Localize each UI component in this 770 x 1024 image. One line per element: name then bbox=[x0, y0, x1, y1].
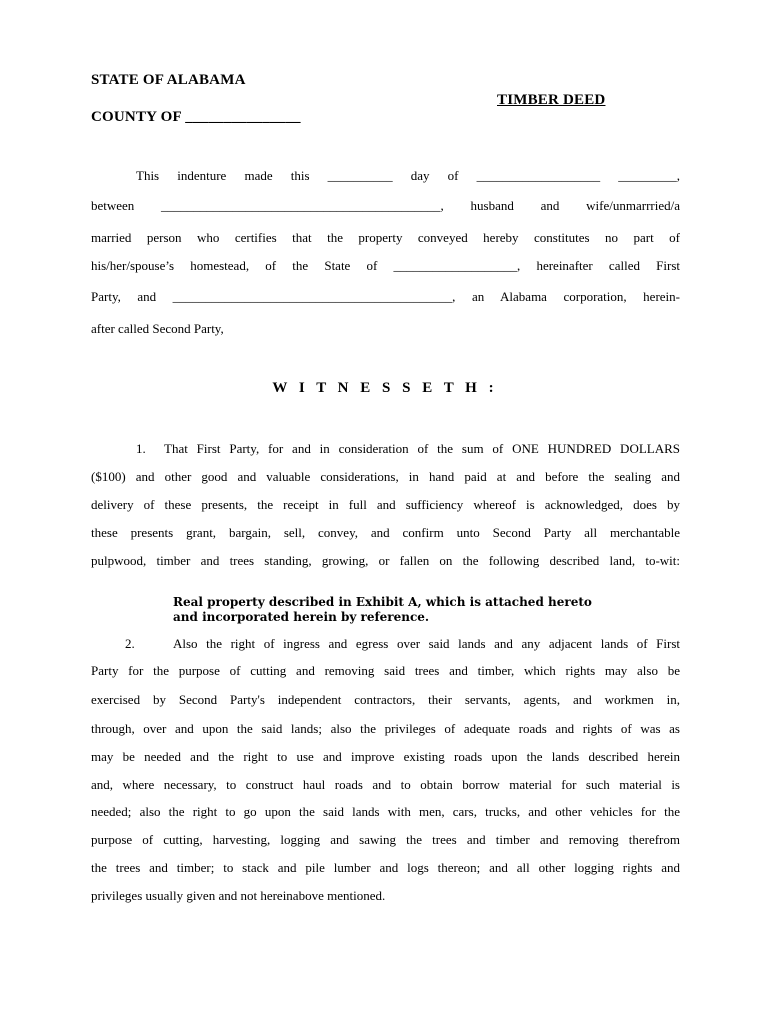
section-1-first-line: That First Party, for and in consideration of the sum of ONE HUNDRED DOLLARS bbox=[164, 441, 680, 456]
section-1-number: 1. bbox=[136, 441, 146, 456]
section-2-line: through, over and upon the said lands; also the privileges of adequate roads and rights of was as bbox=[91, 721, 680, 736]
section-2-line: exercised by Second Party's independent contractors, their servants, agents, and workmen in, bbox=[91, 692, 680, 707]
document-title: TIMBER DEED bbox=[497, 92, 606, 108]
intro-line-4: his/her/spouse’s homestead, of the State of ___________________, hereinafter called First bbox=[91, 258, 680, 273]
section-2-line: and, where necessary, to construct haul roads and to obtain borrow material for such material is bbox=[91, 777, 680, 792]
exhibit-reference-line-1: Real property described in Exhibit A, which is attached hereto bbox=[173, 595, 592, 609]
exhibit-reference-line-2: and incorporated herein by reference. bbox=[173, 610, 430, 624]
section-2-line: Party for the purpose of cutting and removing said trees and timber, which rights may also be bbox=[91, 663, 680, 678]
intro-line-2: between ___________________________________________, husband and wife/unmarrried/a bbox=[91, 198, 680, 213]
section-1-line: pulpwood, timber and trees standing, growing, or fallen on the following described land, to-wit: bbox=[91, 553, 680, 568]
witnesseth-heading: W I T N E S S E T H : bbox=[272, 380, 498, 396]
intro-line-1: This indenture made this __________ day of ___________________ _________, bbox=[136, 168, 680, 183]
intro-line-6: after called Second Party, bbox=[91, 321, 224, 336]
section-2-number: 2. bbox=[125, 636, 135, 651]
section-1-line: these presents grant, bargain, sell, convey, and confirm unto Second Party all merchantable bbox=[91, 525, 680, 540]
section-2-line: purpose of cutting, harvesting, logging and sawing the trees and timber and removing therefrom bbox=[91, 832, 680, 847]
section-2-line: the trees and timber; to stack and pile lumber and logs thereon; and all other logging rights and bbox=[91, 860, 680, 875]
section-1-line: ($100) and other good and valuable considerations, in hand paid at and before the sealing and bbox=[91, 469, 680, 484]
intro-line-3: married person who certifies that the property conveyed hereby constitutes no part of bbox=[91, 230, 680, 245]
section-2-first-line: Also the right of ingress and egress over said lands and any adjacent lands of First bbox=[173, 636, 680, 651]
state-heading: STATE OF ALABAMA bbox=[91, 72, 246, 88]
section-1-line: delivery of these presents, the receipt in full and sufficiency whereof is acknowledged, does by bbox=[91, 497, 680, 512]
section-2-line: may be needed and the right to use and improve existing roads upon the lands described herein bbox=[91, 749, 680, 764]
section-2-line: needed; also the right to go upon the said lands with men, cars, trucks, and other vehicles for the bbox=[91, 804, 680, 819]
intro-line-5: Party, and ___________________________________________, an Alabama corporation, herein- bbox=[91, 289, 680, 304]
section-2-last-line: privileges usually given and not hereinabove mentioned. bbox=[91, 888, 386, 903]
county-heading: COUNTY OF _______________ bbox=[91, 109, 301, 125]
